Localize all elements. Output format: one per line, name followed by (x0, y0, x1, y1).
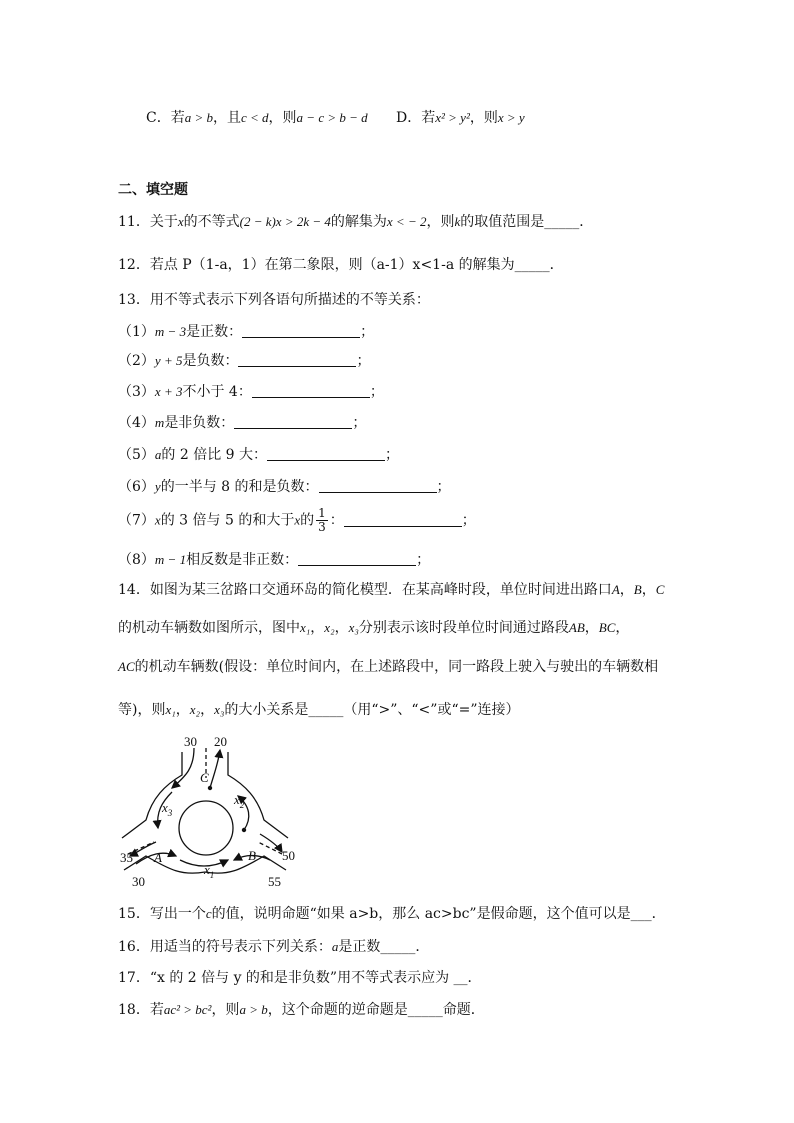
q14-AB: AB (568, 620, 585, 635)
q10-options-line (146, 108, 368, 128)
q14-sep: ， (310, 620, 325, 636)
q14-x2: x₂ (189, 702, 201, 717)
label-30-top: 30 (184, 734, 197, 749)
q18-sep: ，则 (211, 1002, 240, 1018)
q13-item-2 (118, 351, 370, 371)
answer-blank[interactable] (252, 383, 370, 398)
q14-x3: x₃ (214, 702, 225, 717)
q13-item-tail: ； (352, 415, 367, 431)
q14-x2: x₂ (324, 620, 335, 635)
q13-item-1 (118, 322, 374, 342)
q13-item-text3: ： (329, 512, 344, 529)
q13-item-3 (118, 382, 384, 402)
x1-sub: 1 (209, 870, 215, 880)
q14-sep: ， (175, 702, 190, 718)
fraction-denominator: 3 (318, 520, 326, 534)
q14-sep: ， (200, 702, 215, 718)
label-35: 35 (120, 850, 133, 865)
label-50: 50 (282, 848, 295, 863)
q13-item-7 (118, 507, 476, 534)
q14-B: B (633, 582, 642, 597)
q14-text: 的机动车辆数(假设：单位时间内，在上述路段中，同一路段上驶入与驶出的车辆数相 (134, 659, 659, 675)
q13-item-text2: 的 (300, 512, 315, 529)
q13-item-text: 是正数： (186, 324, 243, 340)
q10-option-d (396, 108, 525, 128)
q13-item-text: 是非负数： (164, 415, 235, 431)
x1-base: x (204, 862, 210, 877)
q13-item-expr: y (154, 479, 161, 494)
q13-item-num: （2） (118, 353, 155, 369)
label-55: 55 (268, 874, 281, 889)
answer-blank[interactable] (267, 446, 385, 461)
q11-var2: k (454, 214, 461, 229)
q13-item-num: （5） (118, 447, 155, 463)
q13-item-num: （1） (118, 324, 155, 340)
q14-sep: ， (334, 620, 349, 636)
q11-mid2: 的解集为 (330, 214, 387, 230)
q13-item-expr: x (154, 512, 161, 528)
answer-blank[interactable] (234, 414, 352, 429)
q14-sep: ， (641, 582, 656, 598)
q14-text: 的机动车辆数如图所示，图中 (118, 620, 300, 636)
answer-blank[interactable] (298, 551, 416, 566)
q13-item-num: （3） (118, 384, 155, 400)
q13-item-text: 不小于 4： (182, 384, 252, 400)
q10-d-prefix: D．若 (396, 110, 436, 126)
node-dot (208, 786, 212, 790)
label-C: C (200, 770, 209, 785)
q13-item-text: 的 2 倍比 9 大： (161, 447, 268, 463)
arrow-top-out (210, 750, 220, 788)
q14-text: 的大小关系是_____（用“>”、“<”或“=”连接） (224, 702, 520, 718)
q13-item-tail: ； (385, 447, 400, 463)
q13-item-tail: ； (356, 353, 371, 369)
q14-sep: ， (615, 620, 630, 636)
label-x3 (161, 800, 173, 818)
q14-text: 等)，则 (118, 702, 166, 718)
q14-line-3 (118, 657, 658, 677)
label-A: A (154, 850, 162, 865)
q15-post: 的值，说明命题“如果 a>b，那么 ac>bc”是假命题，这个值可以是___． (211, 906, 666, 922)
q14-x3: x₃ (348, 620, 359, 635)
q13-item-text: 是负数： (182, 353, 239, 369)
q13-item-expr: m − 1 (154, 552, 187, 567)
section-title: 二、填空题 (118, 182, 188, 198)
q14-x1: x₁ (165, 702, 176, 717)
q14-A: A (611, 582, 620, 597)
q13-item-4 (118, 413, 366, 433)
fraction-one-third (316, 507, 328, 534)
q14-x1: x₁ (300, 620, 311, 635)
q14-line-1 (118, 580, 664, 600)
q10-c-cond1: a > b (184, 110, 213, 125)
x2-sub: 2 (239, 800, 245, 810)
q18-cond: ac² > bc² (163, 1002, 212, 1017)
q11-solution: x < − 2 (386, 214, 427, 229)
q13-item-num: （8） (118, 552, 155, 568)
label-B: B (248, 848, 256, 863)
label-x2 (233, 792, 245, 810)
q14-sep: ， (619, 582, 634, 598)
q13-item-5 (118, 445, 399, 465)
q10-c-prefix: C．若 (146, 110, 185, 126)
q10-d-cond: x² > y² (435, 110, 470, 125)
roundabout-figure (110, 730, 310, 890)
fraction-numerator: 1 (318, 506, 326, 520)
q15-c: c (205, 906, 212, 921)
q13-item-6 (118, 477, 451, 497)
q15-line (118, 904, 666, 924)
q13-stem: 13．用不等式表示下列各语句所描述的不等关系： (118, 292, 430, 308)
central-island (179, 801, 233, 855)
q18-post: ，这个命题的逆命题是_____命题． (267, 1002, 485, 1018)
x3-sub: 3 (167, 808, 173, 818)
answer-blank[interactable] (319, 478, 437, 493)
q13-item-expr2: x (294, 512, 301, 528)
q11-mid: 的不等式 (183, 214, 240, 230)
q13-item-expr: m − 3 (154, 324, 187, 339)
q13-item-text: 的一半与 8 的和是负数： (160, 479, 319, 495)
q10-c-sep1: ，且 (213, 110, 241, 126)
q12-line: 12．若点 P（1-a，1）在第二象限，则（a-1）x<1-a 的解集为_____． (118, 257, 564, 273)
q14-text: 14．如图为某三岔路口交通环岛的简化模型．在某高峰时段，单位时间进出路口 (118, 582, 612, 598)
q13-item-expr: m (154, 415, 165, 430)
q13-item-expr: a (154, 447, 162, 462)
q13-item-expr: y + 5 (154, 353, 183, 368)
q13-item-tail: ； (360, 324, 375, 340)
q14-sep: ， (584, 620, 599, 636)
answer-blank[interactable] (344, 512, 462, 527)
q13-item-text: 的 3 倍与 5 的和大于 (160, 512, 295, 529)
q13-item-tail: ； (416, 552, 431, 568)
q18-pre: 18．若 (118, 1002, 164, 1018)
q10-c-cond2: c < d (241, 110, 269, 125)
q13-item-tail: ； (461, 512, 476, 529)
node-dot (242, 828, 246, 832)
q16-pre: 16．用适当的符号表示下列关系： (118, 939, 332, 955)
q14-BC: BC (598, 620, 616, 635)
q13-item-num: （7） (118, 512, 155, 529)
q10-c-sep2: ，则 (268, 110, 297, 126)
q10-c-conclusion: a − c > b − d (296, 110, 368, 125)
q18-line (118, 1000, 485, 1020)
q16-a: a (331, 939, 339, 954)
arrow-left-out (130, 842, 156, 856)
q13-item-text: 相反数是非正数： (186, 552, 299, 568)
q14-C: C (655, 582, 665, 597)
q13-item-num: （6） (118, 479, 155, 495)
q10-d-conclusion: x > y (497, 110, 525, 125)
q14-line-4 (118, 700, 520, 720)
q13-item-tail: ； (436, 479, 451, 495)
q16-post: 是正数_____． (338, 939, 430, 955)
q11-pre: 11．关于 (118, 214, 178, 230)
q14-line-2 (118, 618, 629, 638)
answer-blank[interactable] (242, 323, 360, 338)
q11-line (118, 212, 593, 232)
q18-concl: a > b (239, 1002, 268, 1017)
q13-item-8 (118, 550, 430, 570)
q11-mid3: ，则 (426, 214, 455, 230)
q11-post: 的取值范围是_____． (460, 214, 594, 230)
label-20: 20 (214, 734, 227, 749)
q11-inequality: (2 − k)x > 2k − 4 (239, 214, 331, 229)
x2-base: x (234, 792, 240, 807)
q11-var: x (177, 214, 184, 229)
answer-blank[interactable] (238, 352, 356, 367)
label-30-bottom: 30 (132, 874, 145, 889)
q13-item-num: （4） (118, 415, 155, 431)
q13-item-tail: ； (369, 384, 384, 400)
arrow-right-in (260, 834, 282, 852)
arrow-top-in (172, 748, 194, 788)
q13-item-expr: x + 3 (154, 384, 183, 399)
x3-base: x (162, 800, 168, 815)
road-edge-top-left (122, 752, 182, 838)
q17-line: 17．“x 的 2 倍与 y 的和是非负数”用不等式表示应为 __． (118, 970, 482, 986)
q10-d-sep: ，则 (469, 110, 498, 126)
q15-pre: 15．写出一个 (118, 906, 206, 922)
q14-text: 分别表示该时段单位时间通过路段 (358, 620, 569, 636)
q16-line (118, 937, 429, 957)
q14-AC: AC (118, 659, 135, 674)
